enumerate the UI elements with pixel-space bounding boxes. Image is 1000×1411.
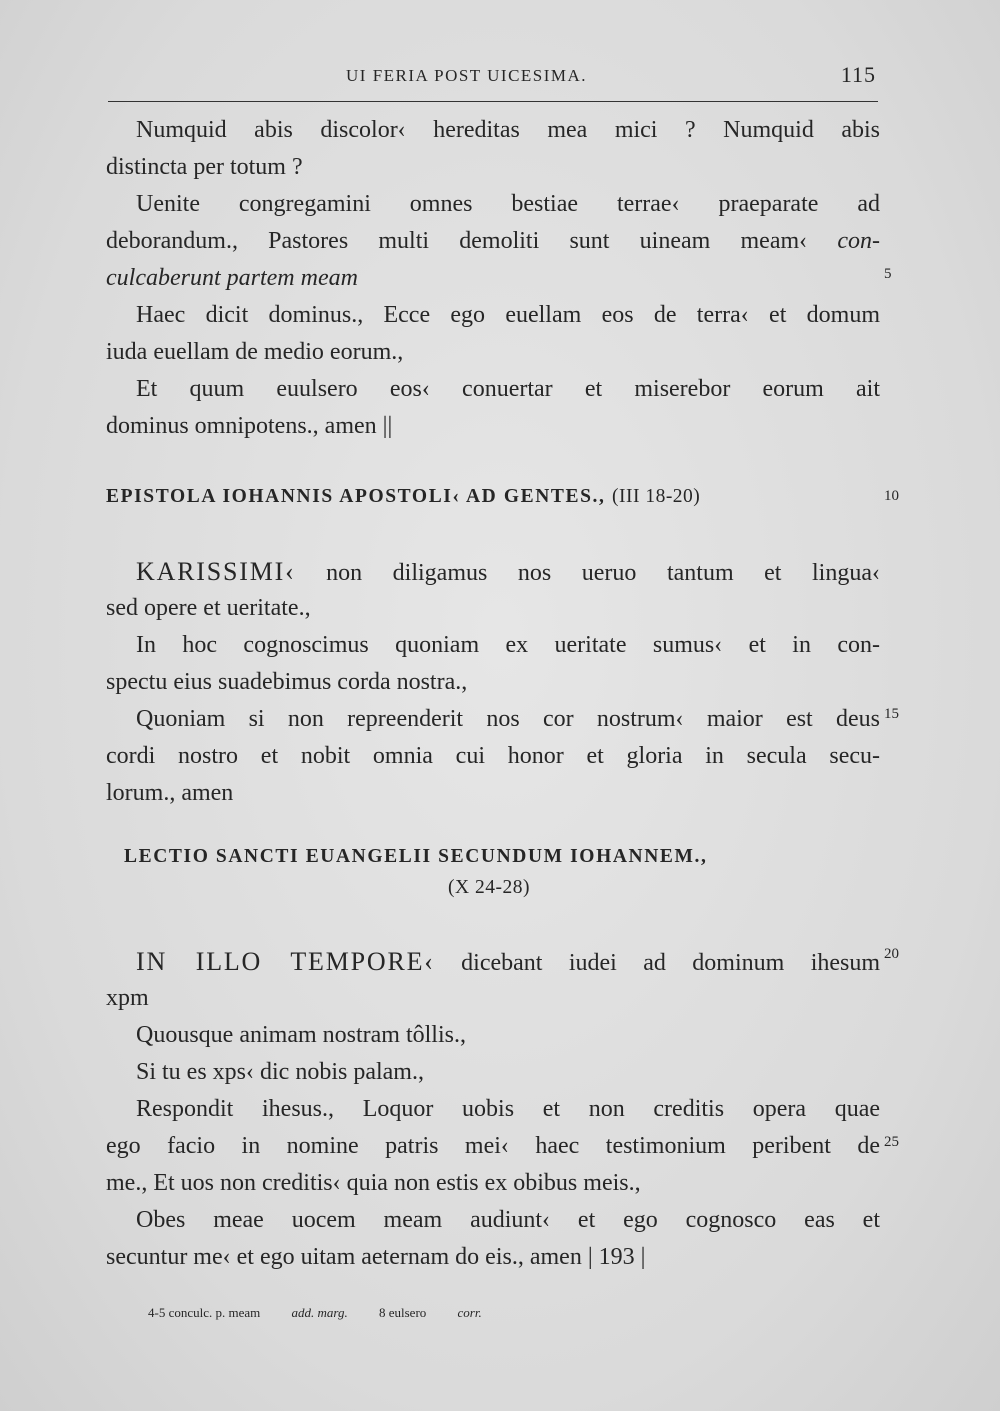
text-line: sed opere et ueritate., — [106, 595, 311, 621]
text-line: Quoniam si non repreenderit nos cor nostrum‹ maior est deus — [136, 706, 880, 732]
text-line: Et quum euulsero eos‹ conuertar et miserebor eorum ait — [136, 376, 880, 402]
italic-segment: con- — [837, 228, 881, 254]
line-number: 5 — [884, 266, 892, 282]
epistle-reference: (III 18-20) — [611, 486, 701, 507]
text-line: iuda euellam de medio eorum., — [106, 339, 404, 365]
text-line: cordi nostro et nobit omnia cui honor et gloria in secula secu- — [106, 743, 880, 769]
text-line: distincta per totum ? — [106, 154, 303, 180]
line-number: 20 — [884, 946, 899, 962]
text-line — [106, 260, 880, 297]
text-segment: non diligamus nos ueruo tantum et lingua‹ — [326, 560, 880, 586]
gospel-reference: (X 24-28) — [448, 877, 530, 898]
running-title: UI FERIA POST UICESIMA. — [346, 66, 588, 85]
text-line: In hoc cognoscimus quoniam ex ueritate sumus‹ et in con- — [136, 632, 880, 658]
footnote — [148, 1305, 348, 1320]
running-head — [108, 62, 878, 94]
footnote-text: 8 eulsero — [378, 1305, 427, 1320]
page-number: 115 — [840, 62, 876, 87]
text-line: Respondit ihesus., Loquor uobis et non creditis opera quae — [136, 1096, 880, 1122]
header-rule — [108, 101, 878, 102]
text-line — [106, 943, 880, 980]
text-line — [106, 553, 880, 590]
text-line: me., Et uos non creditis‹ quia non estis ex obibus meis., — [106, 1170, 641, 1196]
line-number: 15 — [884, 706, 899, 722]
text-line — [106, 223, 880, 260]
text-line: xpm — [106, 985, 149, 1011]
text-line: dominus omnipotens., amen || — [106, 413, 393, 439]
text-line: spectu eius suadebimus corda nostra., — [106, 669, 468, 695]
text-line: Quousque animam nostram tôllis., — [136, 1022, 466, 1048]
text-line: secuntur me‹ et ego uitam aeternam do eis., amen | 193 | — [106, 1244, 646, 1270]
footnote-italic: add. marg. — [291, 1305, 348, 1320]
gospel-heading: LECTIO SANCTI EUANGELII SECUNDUM IOHANNEM., — [124, 846, 708, 867]
italic-line: culcaberunt partem meam — [106, 265, 358, 291]
epistle-title: EPISTOLA IOHANNIS APOSTOLI‹ AD GENTES., — [106, 486, 606, 507]
text-line: Si tu es xps‹ dic nobis palam., — [136, 1059, 424, 1085]
line-number: 10 — [884, 488, 899, 504]
text-line: Numquid abis discolor‹ hereditas mea mici ? Numquid abis — [136, 117, 880, 143]
gospel-incipit: IN ILLO TEMPORE‹ — [136, 947, 435, 976]
apparatus-footnotes — [148, 1305, 510, 1321]
line-number: 25 — [884, 1134, 899, 1150]
text-line: Uenite congregamini omnes bestiae terrae‹ praeparate ad — [136, 191, 880, 217]
footnote-italic: corr. — [457, 1305, 482, 1320]
gospel-text — [106, 943, 880, 1276]
footnote — [379, 1305, 482, 1320]
text-line: ego facio in nomine patris mei‹ haec testimonium peribent de — [106, 1133, 880, 1159]
text-segment: deborandum., Pastores multi demoliti sunt uineam meam‹ — [106, 228, 808, 254]
epistle-text — [106, 553, 880, 812]
footnote-text: 4-5 conculc. p. meam — [148, 1305, 261, 1320]
epistle-incipit: KARISSIMI‹ — [136, 557, 296, 586]
text-segment: dicebant iudei ad dominum ihesum — [461, 950, 881, 976]
epistle-heading — [106, 486, 700, 508]
text-block-1 — [106, 112, 880, 445]
text-line: Haec dicit dominus., Ecce ego euellam eos de terra‹ et domum — [136, 302, 880, 328]
text-line: lorum., amen — [106, 780, 234, 806]
text-line: Obes meae uocem meam audiunt‹ et ego cognosco eas et — [136, 1207, 880, 1233]
